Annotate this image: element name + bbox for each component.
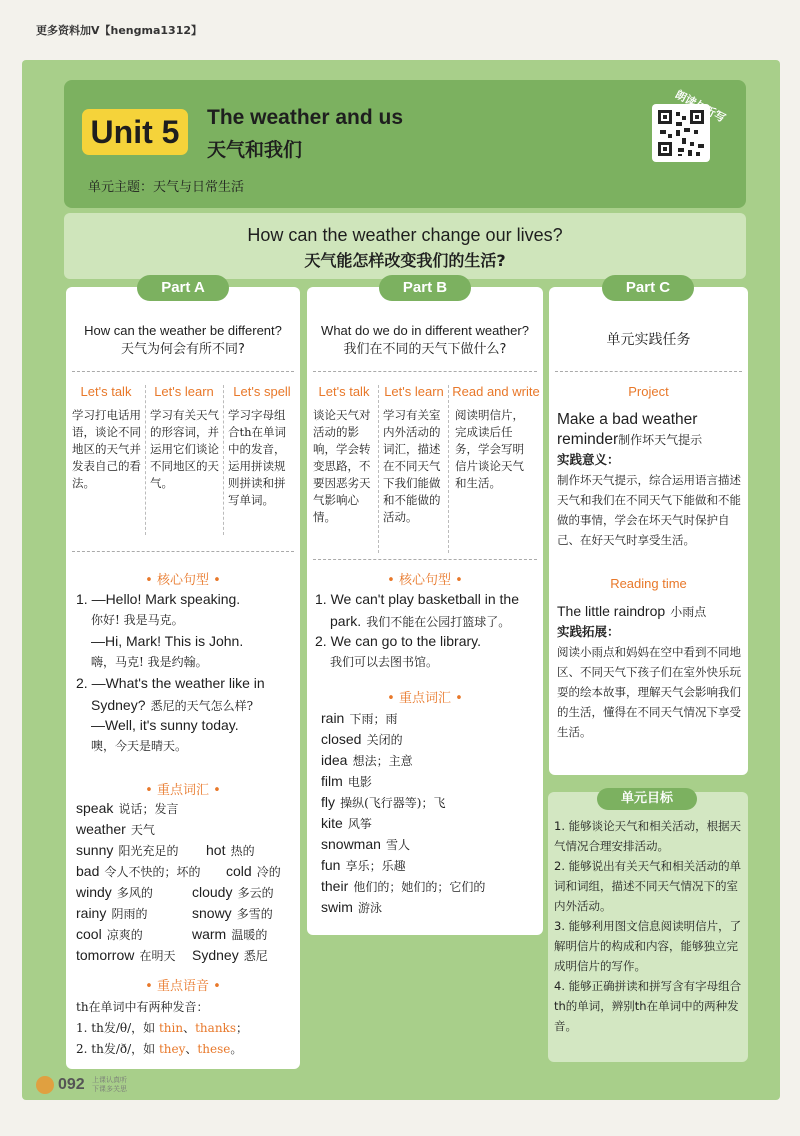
unit-goals-panel [548,792,748,1062]
goal-item: 1. 能够谈论天气和相关活动，根据天气情况合理安排活动。 [554,819,742,853]
sentence-cn: 嗨，马克! 我是约翰。 [91,655,208,669]
vocab-meaning: 多雪的 [236,907,273,921]
part-b-vocab [321,707,539,917]
vocab-word: tomorrow [76,947,135,963]
big-question-en: How can the weather change our lives? [247,225,563,245]
vocab-meaning: 多风的 [116,886,153,900]
goal-item: 2. 能够说出有关天气和相关活动的单词和词组，描述不同天气情况下的室内外活动。 [554,859,742,913]
vocab-word: cool [76,926,102,942]
vocab-meaning: 说话；发言 [118,802,179,816]
phonics-word: these [197,1042,231,1056]
vocab-meaning: 电影 [347,775,372,789]
vocab-word: rainy [76,905,107,921]
part-b-panel [307,279,543,935]
part-a-phonics-head: • 重点语音 • [145,979,221,994]
vocab-word: warm [192,926,227,942]
project-title-cn: 制作坏天气提示 [618,433,703,447]
reading-title-cn: 小雨点 [670,605,707,619]
sentence-en: park. [330,613,362,629]
vocab-meaning: 热的 [230,844,255,858]
vocab-meaning: 操纵(飞行器等)；飞 [340,796,446,810]
part-a-sub-title: Let's talk [80,384,132,399]
vocab-meaning: 悉尼 [243,949,268,963]
phonics-rule: 1. th发/θ/，如 thin、thanks； [76,1021,248,1035]
vocab-meaning: 想法；主意 [352,754,413,768]
vocab-word: fun [321,857,341,873]
vocab-word: cold [226,863,252,879]
part-b-question-en: What do we do in different weather? [321,323,529,338]
divider [145,385,146,535]
reading-head: Reading time [610,576,687,591]
vocab-meaning: 凉爽的 [106,928,143,942]
vocab-word: kite [321,815,343,831]
vocab-meaning: 冷的 [256,865,281,879]
part-b-sub-title: Let's learn [384,384,444,399]
reading-block [557,601,745,742]
part-b-sub-text: 阅读明信片，完成读后任务，学会写明信片谈论天气和生活。 [455,408,524,490]
vocab-word: fly [321,794,335,810]
vocab-word: Sydney [192,947,239,963]
divider [555,371,742,372]
part-b-vocab-head: • 重点词汇 • [387,691,463,706]
part-a-sentences [76,589,298,757]
part-a-sub-title: Let's learn [154,384,214,399]
part-b-tag: Part B [379,275,471,301]
vocab-word: weather [76,821,126,837]
sentence-en: 2. We can go to the library. [315,633,482,649]
part-a-sub-text: 学习字母组合th在单词中的发音，运用拼读规则拼读和拼写单词。 [228,408,287,507]
divider [448,385,449,553]
vocab-word: closed [321,731,362,747]
part-a-panel [66,279,300,1069]
vocab-meaning: 温暖的 [231,928,268,942]
sentence-en: —Well, it's sunny today. [91,717,239,733]
unit-theme: 单元主题：天气与日常生活 [88,180,245,195]
divider [72,371,294,372]
top-note: 更多资料加V【hengma1312】 [36,24,203,37]
goal-item: 4. 能够正确拼读和拼写含有字母组合th的单词，辨别th在单词中的两种发音。 [554,979,742,1033]
part-a-vocab [76,797,298,965]
sentence-en: —Hi, Mark! This is John. [91,633,244,649]
part-a-question-cn: 天气为何会有所不同? [121,342,245,357]
vocab-meaning: 游泳 [357,901,382,915]
vocab-meaning: 下雨；雨 [349,712,398,726]
vocab-meaning: 多云的 [237,886,274,900]
sentence-cn: 我们可以去图书馆。 [330,655,439,669]
part-a-sub-title: Let's spell [233,384,291,399]
vocab-meaning: 在明天 [139,949,176,963]
vocab-meaning: 享乐；乐趣 [345,859,406,873]
part-b-sentences [315,589,541,673]
part-a-sentence-head: • 核心句型 • [145,573,221,588]
footer-note: 上课认真听 下课多关思 [92,1076,127,1093]
unit-goals-tag: 单元目标 [597,788,697,810]
big-question [64,213,746,279]
divider [223,385,224,535]
vocab-word: snowman [321,836,381,852]
vocab-word: idea [321,752,348,768]
vocab-meaning: 阳光充足的 [118,844,179,858]
project-head: Project [628,384,669,399]
vocab-meaning: 雪人 [386,838,411,852]
divider [378,385,379,553]
part-b-sentence-head: • 核心句型 • [387,573,463,588]
big-question-cn: 天气能怎样改变我们的生活? [304,251,506,270]
meaning-text: 制作坏天气提示，综合运用语言描述天气和我们在不同天气下能做和不能做的事情，学会在坏天气时保护自己、在好天气时享受生活。 [557,473,741,547]
sentence-cn: 你好! 我是马克。 [91,613,184,627]
sentence-en: Sydney? [91,697,146,713]
extend-label: 实践拓展： [557,624,620,639]
divider [313,371,537,372]
project-block [557,409,745,550]
part-b-sub-text: 学习有关室内外活动的词汇，描述在不同天气下我们能做和不能做的活动。 [383,408,441,524]
project-title-en: Make a bad weather reminder [557,411,698,448]
part-c-task: 单元实践任务 [606,332,691,348]
phonics-rule: 2. th发/ð/，如 they、these。 [76,1042,243,1056]
meaning-label: 实践意义： [557,452,620,467]
vocab-word: swim [321,899,353,915]
sentence-en: 1. —Hello! Mark speaking. [76,591,241,607]
vocab-meaning: 风筝 [347,817,372,831]
part-a-sub-text: 学习打电话用语，谈论不同地区的天气并发表自己的看法。 [72,408,141,490]
vocab-word: their [321,878,349,894]
part-b-sub-text: 谈论天气对活动的影响，学会转变思路，不要因恶劣天气影响心情。 [313,408,371,524]
phonics-intro: th在单词中有两种发音： [76,1000,209,1014]
unit-title-cn: 天气和我们 [207,139,303,161]
sentence-cn: 我们不能在公园打篮球了。 [366,615,511,629]
vocab-word: film [321,773,343,789]
extend-text: 阅读小雨点和妈妈在空中看到不同地区、不同天气下孩子们在室外快乐玩耍的绘本故事，理解天气会影响我们的生活，懂得在不同天气情况下享受生活。 [557,645,741,739]
vocab-meaning: 天气 [130,823,155,837]
part-b-sub-title: Let's talk [318,384,370,399]
reading-title-en: The little raindrop [557,603,666,619]
vocab-meaning: 阴雨的 [111,907,148,921]
unit-label: Unit 5 [82,109,188,155]
part-b-sub-title: Read and write [452,384,540,399]
phonics-word: thin [158,1021,184,1035]
sentence-en: 1. We can't play basketball in the [315,591,519,607]
divider [72,551,294,552]
part-a-sub-text: 学习有关天气的形容词，并运用它们谈论不同地区的天气。 [150,408,219,490]
sentence-en: 2. —What's the weather like in [76,675,265,691]
vocab-word: rain [321,710,345,726]
part-a-tag: Part A [137,275,229,301]
vocab-word: windy [76,884,112,900]
part-b-question-cn: 我们在不同的天气下做什么? [343,342,507,357]
sentence-cn: 噢，今天是晴天。 [91,739,188,753]
vocab-meaning: 他们的；她们的；它们的 [353,880,486,894]
qr-code-icon[interactable] [652,104,710,162]
unit-goals-list [554,816,744,1036]
mascot-icon [36,1076,54,1094]
part-a-question-en: How can the weather be different? [84,323,282,338]
vocab-word: sunny [76,842,114,858]
vocab-word: bad [76,863,100,879]
vocab-word: speak [76,800,114,816]
vocab-word: snowy [192,905,232,921]
unit-title-en: The weather and us [207,106,404,129]
goal-item: 3. 能够利用图文信息阅读明信片，了解明信片的构成和内容，能够独立完成明信片的写作。 [554,919,742,973]
part-c-tag: Part C [602,275,694,301]
part-c-panel [549,279,748,775]
phonics-word: they [158,1042,186,1056]
part-a-phonics [76,997,298,1060]
vocab-word: hot [206,842,226,858]
divider [313,559,537,560]
vocab-word: cloudy [192,884,233,900]
phonics-word: thanks [195,1021,236,1035]
part-a-vocab-head: • 重点词汇 • [145,783,221,798]
vocab-meaning: 令人不快的；坏的 [104,865,201,879]
page-number: 092 [36,1076,85,1094]
vocab-meaning: 关闭的 [366,733,403,747]
sentence-cn: 悉尼的天气怎么样? [150,699,254,713]
